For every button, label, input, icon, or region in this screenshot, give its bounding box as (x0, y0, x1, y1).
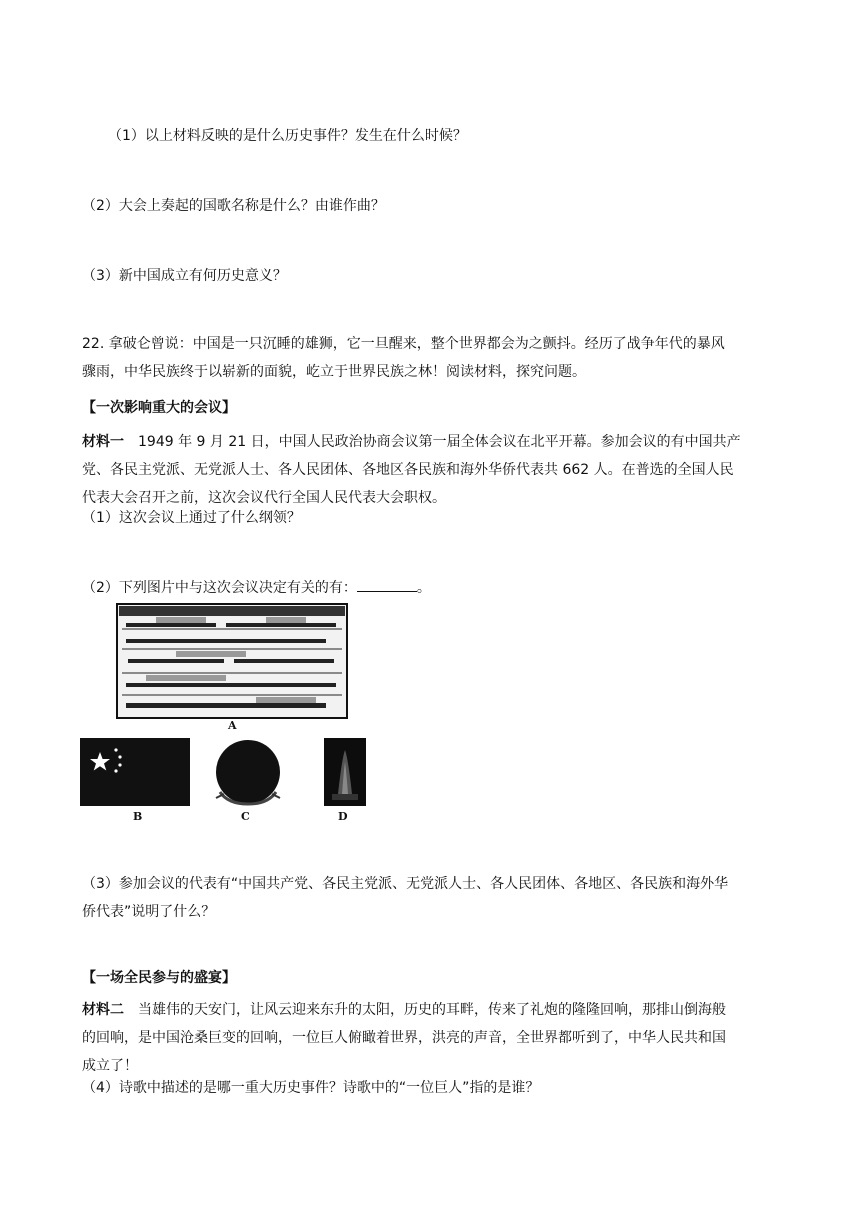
q22-sub2 (82, 574, 431, 602)
figure-d-label: D (338, 810, 348, 823)
figure-c-national-emblem (210, 738, 286, 808)
figure-c-label: C (241, 810, 250, 823)
q21-sub1: （1）以上材料反映的是什么历史事件？发生在什么时候？ (108, 128, 467, 144)
material1-line2: 党、各民主党派、无党派人士、各人民团体、各地区各民族和海外华侨代表共 662 人。在普选的全国人民 (82, 462, 734, 478)
section-title-meeting: 【一次影响重大的会议】 (82, 400, 236, 416)
q22-sub3-line1: （3）参加会议的代表有“中国共产党、各民主党派、无党派人士、各人民团体、各地区、各民族和海外华 (82, 876, 729, 892)
material2-line1 (82, 996, 726, 1024)
q21-sub3: （3）新中国成立有何历史意义？ (82, 268, 287, 284)
material1-text1: 1949 年 9 月 21 日，中国人民政治协商会议第一届全体会议在北平开幕。参加会议的有中国共产 (124, 434, 741, 450)
q22-intro-line2: 骤雨，中华民族终于以崭新的面貌，屹立于世界民族之林！阅读材料，探究问题。 (82, 364, 586, 380)
material2-label: 材料二 (82, 1002, 124, 1018)
material2-line2: 的回响，是中国沧桑巨变的回响，一位巨人俯瞰着世界，洪亮的声音，全世界都听到了，中华人民共和国 (82, 1030, 726, 1046)
material2-line3: 成立了！ (82, 1058, 138, 1074)
material1-label: 材料一 (82, 434, 124, 450)
answer-blank[interactable] (357, 575, 417, 592)
figure-a-label: A (228, 719, 237, 732)
material1-line1 (82, 428, 741, 456)
figure-b-national-flag (80, 738, 190, 806)
q22-sub4: （4）诗歌中描述的是哪一重大历史事件？诗歌中的“一位巨人”指的是谁？ (82, 1080, 540, 1096)
section-title-celebration: 【一场全民参与的盛宴】 (82, 970, 236, 986)
figure-a-sheet-music (116, 603, 348, 719)
q22-sub1: （1）这次会议上通过了什么纲领？ (82, 510, 301, 526)
q22-intro-line1: 22. 拿破仑曾说：中国是一只沉睡的雄狮，它一旦醒来，整个世界都会为之颤抖。经历了战争年代的暴风 (82, 336, 725, 352)
figure-b-label: B (133, 810, 143, 823)
material1-line3: 代表大会召开之前，这次会议代行全国人民代表大会职权。 (82, 490, 446, 506)
q22-sub2-end: 。 (416, 580, 431, 596)
q21-sub2: （2）大会上奏起的国歌名称是什么？由谁作曲？ (82, 198, 385, 214)
figure-d-photo (324, 738, 366, 806)
q22-sub3-line2: 侨代表”说明了什么？ (82, 904, 216, 920)
material2-text1: 当雄伟的天安门，让风云迎来东升的太阳，历史的耳畔，传来了礼炮的隆隆回响，那排山倒海般 (124, 1002, 726, 1018)
q22-sub2-text: （2）下列图片中与这次会议决定有关的有： (82, 580, 357, 596)
